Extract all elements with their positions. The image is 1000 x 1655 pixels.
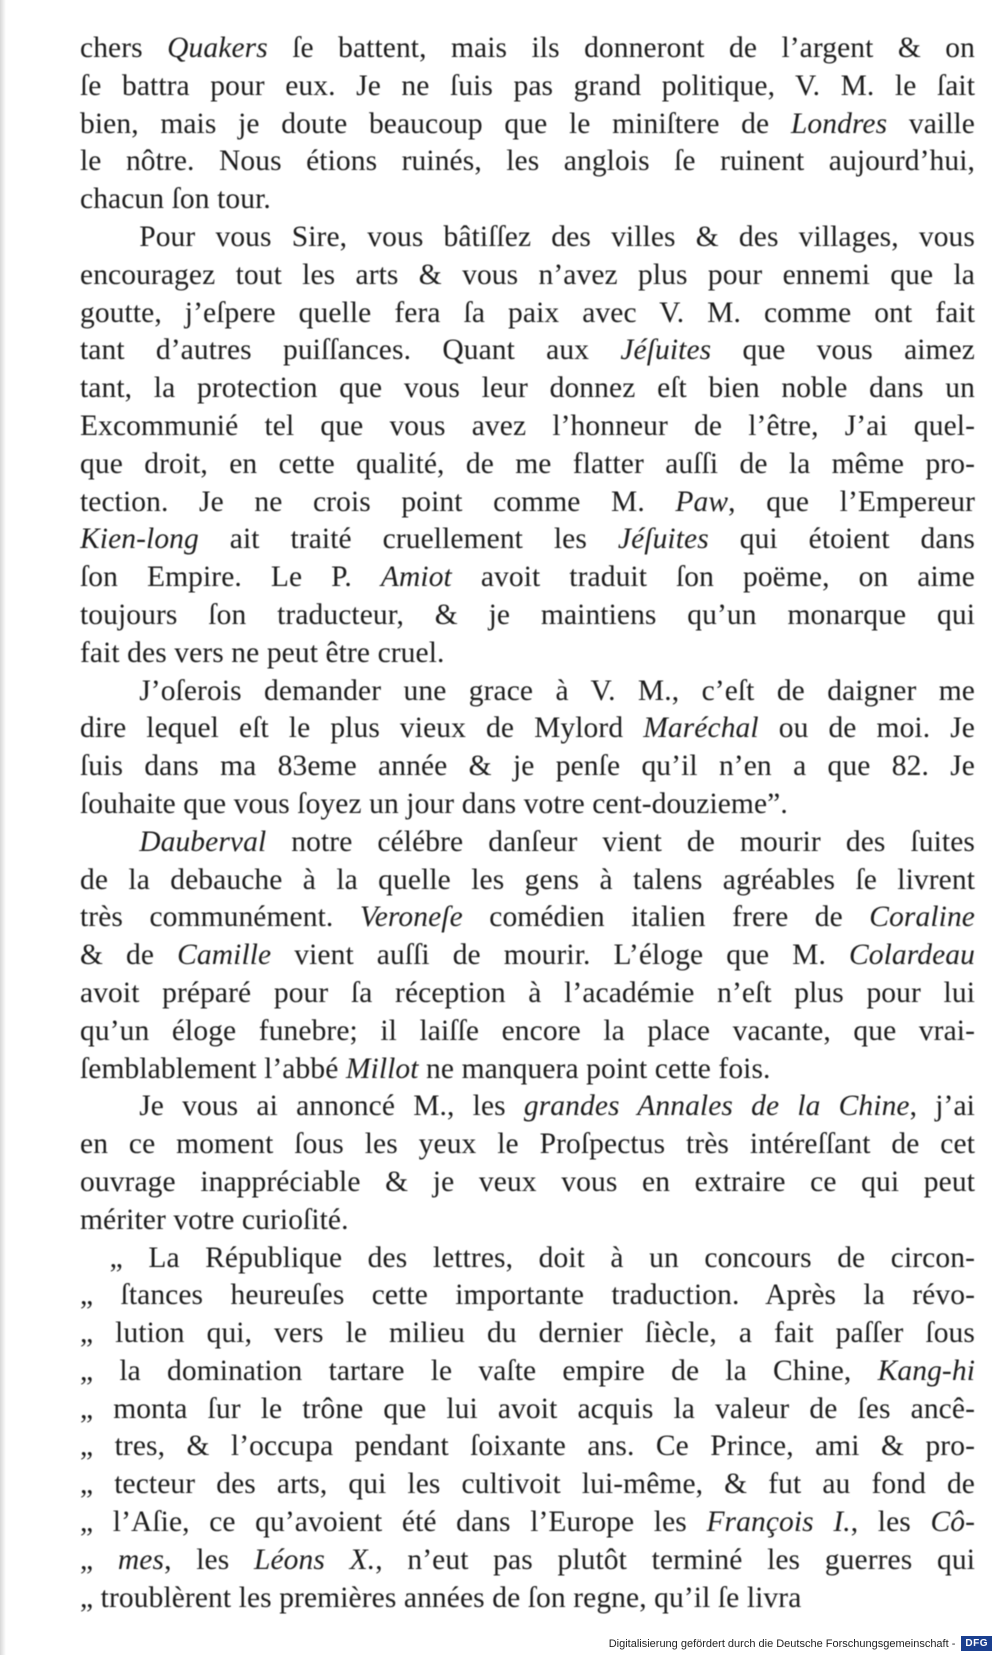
text-run: goutte, j’eſpere quelle fera ſa paix avec V. M. comme ont fait [80,296,975,329]
text-line [80,710,975,748]
text-run: „ tecteur des arts, qui les cultivoit lui-même, & fut au fond de [80,1468,975,1501]
text-line [80,30,975,68]
text-line [80,1013,975,1051]
text-run: „ tres, & l’occupa pendant ſoixante ans. Ce Prince, ami & pro- [80,1430,975,1463]
text-run: „ La République des lettres, doit à un concours de circon- [80,1241,975,1274]
text-line [80,1051,975,1089]
text-run: vaille [887,107,975,140]
text-run: ſuis dans ma 83eme année & je penſe qu’il n’en a que 82. Je [80,750,975,783]
text-line [80,1088,975,1126]
text-run: „ monta ſur le trône que lui avoit acquis la valeur de ſes ancê- [80,1392,975,1425]
text-run: Pour vous Sire, vous bâtiſſez des villes & des villages, vous [80,220,975,253]
text-line [80,559,975,597]
text-run: , n’eut pas plutôt terminé les guerres qui [375,1543,975,1576]
text-line [80,143,975,181]
italic-text: Kien-long [80,523,199,556]
footer-credit-text: Digitalisierung gefördert durch die Deutsche Forschungsgemeinschaft - [608,1637,956,1650]
text-line [80,597,975,635]
text-run: avoit traduit ſon poëme, on aime [451,561,975,594]
italic-text: Jéſuites [620,334,712,367]
italic-text: Dauberval [139,825,267,858]
text-line [80,1580,975,1618]
italic-text: Jéſuites [617,523,709,556]
text-run: de la debauche à la quelle les gens à talens agréables ſe livrent [80,863,975,896]
text-run: , que l’Empereur [728,485,975,518]
italic-text: Maréchal [643,712,759,745]
text-run: ſe battra pour eux. Je ne ſuis pas grand politique, V. M. le ſait [80,69,975,102]
italic-text: mes [117,1543,165,1576]
text-line [80,181,975,219]
italic-text: Coraline [869,901,975,934]
text-run: ouvrage inappréciable & je veux vous en extraire ce qui peut [80,1165,975,1198]
text-run: fait des vers ne peut être cruel. [80,636,445,669]
italic-text: Paw [675,485,729,518]
text-line [80,408,975,446]
text-run: ſe battent, mais ils donneront de l’argent & on [267,32,975,64]
italic-text: Colardeau [848,939,975,972]
text-line [80,1277,975,1315]
text-run: tant, la protection que vous leur donnez eſt bien noble dans un [80,372,975,405]
text-run: notre célébre danſeur vient de mourir des ſuites [266,825,975,858]
text-run: , les [164,1543,254,1576]
italic-text: François I. [706,1506,851,1539]
text-run: tection. Je ne crois point comme M. [80,485,676,518]
text-line [80,332,975,370]
text-line [80,257,975,295]
text-line [80,106,975,144]
text-run: comédien italien frere de [462,901,870,934]
text-run: en ce moment ſous les yeux le Proſpectus très intéreſſant de cet [80,1128,975,1161]
text-run: vient auſſi de mourir. L’éloge que M. [271,939,849,972]
italic-text: Camille [177,939,272,972]
text-run: bien, mais je doute beaucoup que le miniſtere de [80,107,791,140]
text-line [80,1391,975,1429]
text-run: tant d’autres puiſſances. Quant aux [80,334,621,367]
text-run: „ lution qui, vers le milieu du dernier ſiècle, a fait paſſer ſous [80,1317,975,1350]
text-run: , les [850,1506,931,1539]
text-line [80,1240,975,1278]
text-line [80,219,975,257]
text-run: ait traité cruellement les [198,523,618,556]
text-line [80,673,975,711]
text-run: encouragez tout les arts & vous n’avez plus pour ennemi que la [80,258,975,291]
italic-text: grandes Annales de la Chine [523,1090,910,1123]
text-line [80,862,975,900]
italic-text: Amiot [380,561,452,594]
text-line [80,1126,975,1164]
text-run: „ [80,1543,118,1576]
text-run: , j’ai [909,1090,975,1123]
text-run: ſon Empire. Le P. [80,561,381,594]
text-line [80,1542,975,1580]
page-edge-shadow [0,0,6,1655]
text-run: qu’un éloge funebre; il laiſſe encore la place vacante, que vrai- [80,1014,975,1047]
text-run: „ la domination tartare le vaſte empire de la Chine, [80,1354,878,1387]
text-line [80,1202,975,1240]
text-run: mériter votre curioſité. [80,1203,349,1236]
text-run: „ l’Aſie, ce qu’avoient été dans l’Europe les [80,1506,707,1539]
text-run: „ ſtances heureuſes cette importante traduction. Après la révo- [80,1279,975,1312]
text-run: Excommunié tel que vous avez l’honneur de l’être, J’ai quel- [80,409,975,442]
italic-text: Quakers [167,32,268,64]
text-line [80,899,975,937]
text-line [80,748,975,786]
text-run: chacun ſon tour. [80,183,271,216]
text-line [80,1315,975,1353]
text-line [80,824,975,862]
footer-credit [609,1636,992,1651]
text-run: chers [80,32,168,64]
text-run: qui étoient dans [708,523,975,556]
text-line [80,295,975,333]
text-run: „ troublèrent les premières années de ſon regne, qu’il ſe livra [80,1581,802,1614]
text-line [80,484,975,522]
italic-text: Kang-hi [877,1354,975,1387]
text-run: que vous aimez [711,334,975,367]
text-line [80,975,975,1013]
text-line [80,446,975,484]
text-line [80,1466,975,1504]
text-run: ou de moi. Je [758,712,975,745]
italic-text: Millot [345,1052,419,1085]
text-run [80,826,139,858]
text-run: le nôtre. Nous étions ruinés, les anglois ſe ruinent aujourd’hui, [80,145,975,178]
text-run: très communément. [80,901,360,934]
text-line [80,937,975,975]
text-line [80,68,975,106]
body-text [80,30,975,1617]
text-line [80,786,975,824]
italic-text: Léons X. [253,1543,376,1576]
text-run: Je vous ai annoncé M., les [80,1090,524,1123]
text-run: ſemblablement l’abbé [80,1052,346,1085]
text-run: dire lequel eſt le plus vieux de Mylord [80,712,644,745]
text-line [80,1504,975,1542]
text-run: & de [80,939,178,972]
italic-text: Cô- [930,1506,975,1539]
text-line [80,370,975,408]
text-line [80,635,975,673]
text-line [80,1164,975,1202]
text-line [80,1353,975,1391]
italic-text: Veroneſe [359,901,463,934]
dfg-logo: DFG [961,1636,992,1651]
italic-text: Londres [790,107,888,140]
text-run: que droit, en cette qualité, de me flatter auſſi de la même pro- [80,447,975,480]
text-run: ſouhaite que vous ſoyez un jour dans votre cent-douzieme”. [80,787,788,820]
text-run: J’oſerois demander une grace à V. M., c’eſt de daigner me [80,674,975,707]
text-run: ne manquera point cette fois. [418,1052,771,1085]
text-run: avoit préparé pour ſa réception à l’académie n’eſt plus pour lui [80,976,975,1009]
text-run: toujours ſon traducteur, & je maintiens qu’un monarque qui [80,598,975,631]
text-line [80,1428,975,1466]
text-line [80,521,975,559]
